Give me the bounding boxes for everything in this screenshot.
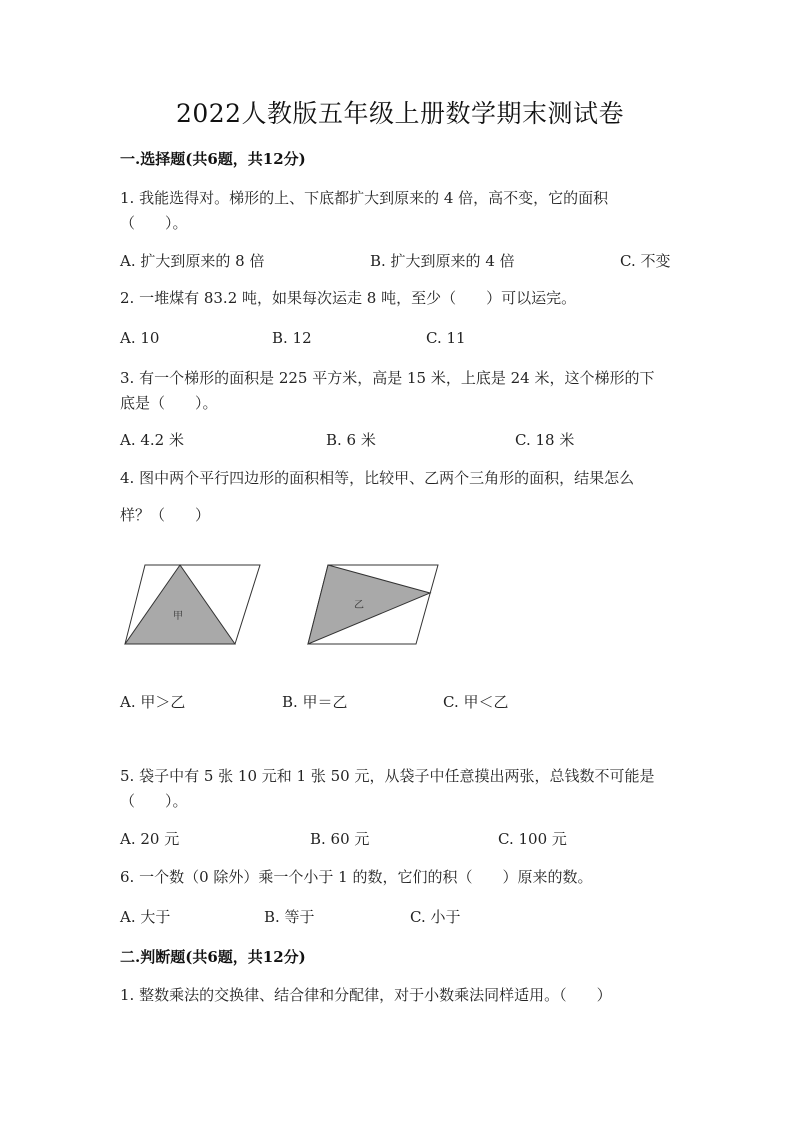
q4-option-b[interactable]: B. 甲＝乙 xyxy=(282,693,348,711)
section-heading-judge: 二.判断题(共6题，共12分) xyxy=(120,948,306,966)
q1-option-b[interactable]: B. 扩大到原来的 4 倍 xyxy=(370,252,515,270)
q3-option-b[interactable]: B. 6 米 xyxy=(326,431,376,449)
parallelogram-figure xyxy=(120,560,450,655)
page-title: 2022人教版五年级上册数学期末测试卷 xyxy=(175,99,625,128)
label-jia: 甲 xyxy=(173,611,183,622)
question-4 xyxy=(120,466,675,528)
section-heading-choice: 一.选择题(共6题，共12分) xyxy=(120,150,306,168)
q5-option-c[interactable]: C. 100 元 xyxy=(498,830,567,848)
question-2 xyxy=(120,286,675,311)
judge-question-1-line-1: 1. 整数乘法的交换律、结合律和分配律，对于小数乘法同样适用。（ ） xyxy=(120,986,612,1004)
q1-option-c[interactable]: C. 不变 xyxy=(620,252,671,270)
judge-question-1 xyxy=(120,983,675,1008)
q5-option-a[interactable]: A. 20 元 xyxy=(120,830,180,848)
q1-option-a[interactable]: A. 扩大到原来的 8 倍 xyxy=(120,252,265,270)
question-2-line-1: 2. 一堆煤有 83.2 吨，如果每次运走 8 吨，至少（ ）可以运完。 xyxy=(120,289,577,307)
question-1-line-1: 1. 我能选得对。梯形的上、下底都扩大到原来的 4 倍，高不变，它的面积 xyxy=(120,189,609,207)
question-1-line-2: （ ）。 xyxy=(120,214,188,232)
question-5-line-2: （ ）。 xyxy=(120,792,188,810)
question-6 xyxy=(120,865,675,890)
q4-option-c[interactable]: C. 甲＜乙 xyxy=(443,693,509,711)
q2-option-c[interactable]: C. 11 xyxy=(426,329,466,347)
q3-option-a[interactable]: A. 4.2 米 xyxy=(120,431,184,449)
question-4-line-2: 样？（ ） xyxy=(120,506,211,524)
question-6-line-1: 6. 一个数（0 除外）乘一个小于 1 的数，它们的积（ ）原来的数。 xyxy=(120,868,593,886)
question-3 xyxy=(120,366,675,416)
question-4-line-1: 4. 图中两个平行四边形的面积相等，比较甲、乙两个三角形的面积，结果怎么 xyxy=(120,469,635,487)
question-3-line-1: 3. 有一个梯形的面积是 225 平方米，高是 15 米，上底是 24 米，这个梯形的下 xyxy=(120,369,655,387)
q2-option-a[interactable]: A. 10 xyxy=(120,329,160,347)
q6-option-a[interactable]: A. 大于 xyxy=(120,908,171,926)
q6-option-b[interactable]: B. 等于 xyxy=(264,908,315,926)
q3-option-c[interactable]: C. 18 米 xyxy=(515,431,575,449)
question-5 xyxy=(120,764,675,814)
label-yi: 乙 xyxy=(354,600,364,611)
question-3-line-2: 底是（ ）。 xyxy=(120,394,218,412)
q2-option-b[interactable]: B. 12 xyxy=(272,329,312,347)
q5-option-b[interactable]: B. 60 元 xyxy=(310,830,370,848)
q4-option-a[interactable]: A. 甲＞乙 xyxy=(120,693,186,711)
question-1 xyxy=(120,186,675,236)
question-5-line-1: 5. 袋子中有 5 张 10 元和 1 张 50 元，从袋子中任意摸出两张，总钱数不可能是 xyxy=(120,767,655,785)
parallelogram-diagram xyxy=(120,560,450,655)
q6-option-c[interactable]: C. 小于 xyxy=(410,908,461,926)
